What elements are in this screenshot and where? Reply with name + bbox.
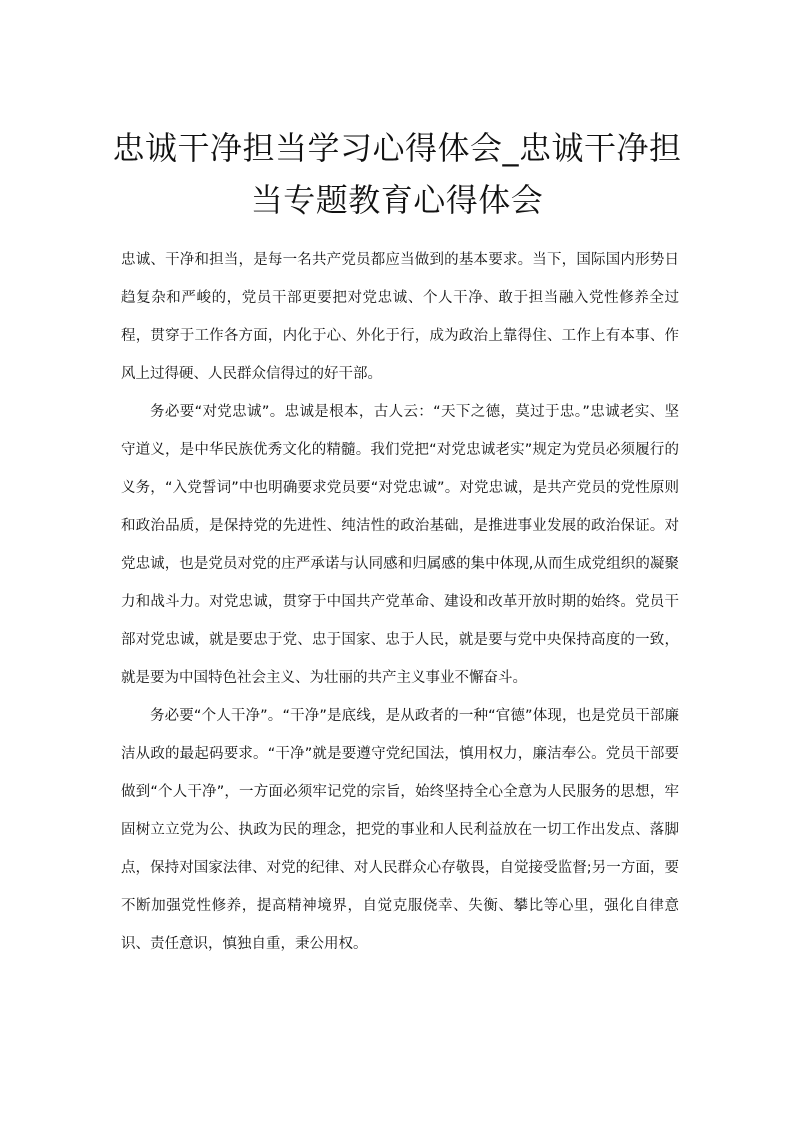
- paragraph-loyalty: 务必要“对党忠诚”。忠诚是根本，古人云：“天下之德，莫过于忠。”忠诚老实、坚守道义，是中华民族优秀文化的精髓。我们党把“对党忠诚老实”规定为党员必须履行的义务，“入党誓词”中也明确要求党员要“对党忠诚”。对党忠诚，是共产党员的党性原则和政治品质，是保持党的先进性、纯洁性的政治基础，是推进事业发展的政治保证。对党忠诚，也是党员对党的庄严承诺与认同感和归属感的集中体现,从而生成党组织的凝聚力和战斗力。对党忠诚，贯穿于中国共产党革命、建设和改革开放时期的始终。党员干部对党忠诚，就是要忠于党、忠于国家、忠于人民，就是要与党中央保持高度的一致，就是要为中国特色社会主义、为壮丽的共产主义事业不懈奋斗。: [121, 404, 679, 686]
- paragraph-intro: 忠诚、干净和担当，是每一名共产党员都应当做到的基本要求。当下，国际国内形势日趋复杂和严峻的，党员干部更要把对党忠诚、个人干净、敢于担当融入党性修养全过程，贯穿于工作各方面，内化于心、外化于行，成为政治上靠得住、工作上有本事、作风上过得硬、人民群众信得过的好干部。: [121, 252, 679, 382]
- document-body: [121, 241, 679, 963]
- document-title: 忠诚干净担当学习心得体会_忠诚干净担当专题教育心得体会: [112, 129, 682, 219]
- paragraph-integrity: 务必要“个人干净”。“干净”是底线，是从政者的一种“官德”体现，也是党员干部廉洁从政的最起码要求。“干净”就是要遵守党纪国法，慎用权力，廉洁奉公。党员干部要做到“个人干净”，一方面必须牢记党的宗旨，始终坚持全心全意为人民服务的思想，牢固树立立党为公、执政为民的理念，把党的事业和人民利益放在一切工作出发点、落脚点，保持对国家法律、对党的纪律、对人民群众心存敬畏，自觉接受监督;另一方面，要不断加强党性修养，提高精神境界，自觉克服侥幸、失衡、攀比等心里，强化自律意识、责任意识，慎独自重，秉公用权。: [121, 708, 679, 952]
